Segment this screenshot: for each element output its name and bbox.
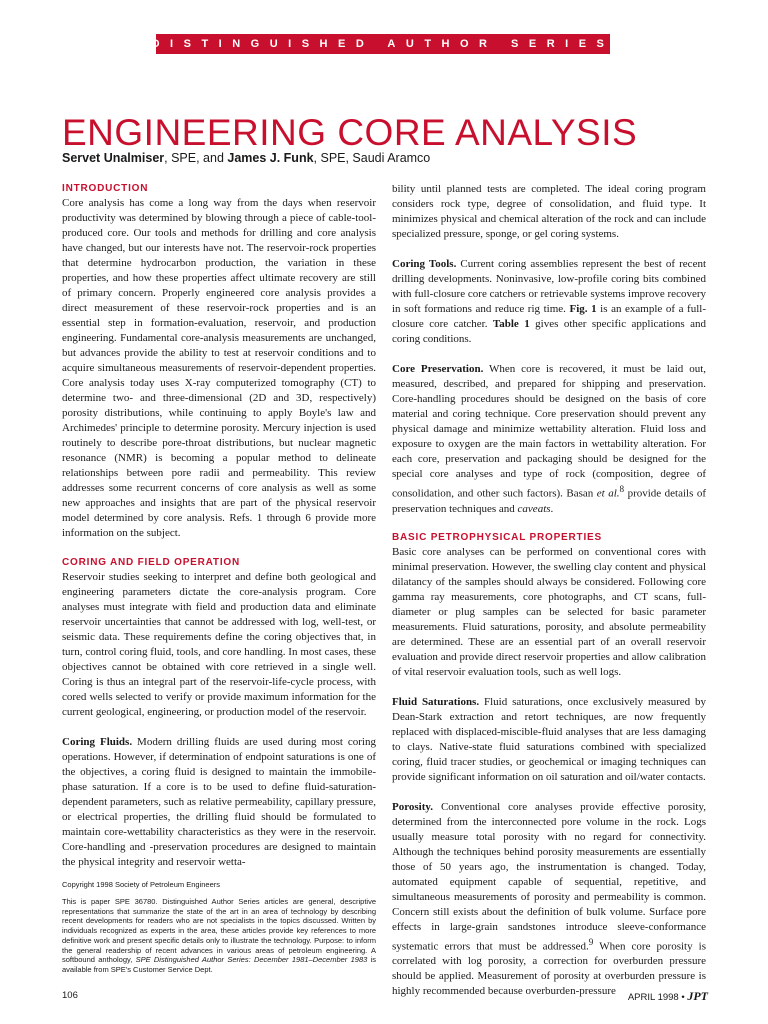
author-1-affiliation: , SPE, and — [164, 151, 228, 165]
introduction-heading: INTRODUCTION — [62, 183, 149, 194]
basic-properties-heading: BASIC PETROPHYSICAL PROPERTIES — [392, 531, 602, 543]
et-al: et al. — [596, 487, 620, 500]
fluid-saturations-text: Fluid saturations, once exclusively measured by Dean-Stark extraction and retort techniques, are now frequently replaced with displaced-miscible-fluid analyses that are less damaging to clays. Native-state fluid saturations combined with specialized coring, fluid tracer studies, or geochemical or imaging techniques can provide significant information on oil saturation and oil/water contacts. — [392, 695, 706, 783]
fluid-saturations-lead: Fluid Saturations. — [392, 695, 480, 708]
author-2-affiliation: , SPE, Saudi Aramco — [313, 151, 431, 165]
coring-tools-text: Current coring assemblies represent the best of recent drilling developments. Noninvasive, low-profile coring bits combined with full-closure core catchers or retrievable systems improve recovery in soft formations and reduce rig time. — [392, 258, 707, 315]
coring-tools-lead: Coring Tools. — [392, 258, 457, 270]
coring-fluids-lead: Coring Fluids. — [62, 736, 133, 748]
page-number: 106 — [62, 990, 78, 1001]
core-preservation-lead: Core Preservation. — [392, 363, 484, 375]
reference-8: 8 — [619, 484, 625, 494]
article-title: ENGINEERING CORE ANALYSIS — [62, 112, 638, 153]
caveats-term: caveats — [517, 502, 551, 515]
reference-9: 9 — [588, 936, 594, 947]
paper-footnote — [62, 897, 376, 975]
core-preservation-paragraph — [392, 362, 706, 517]
copyright-note: Copyright 1998 Society of Petroleum Engineers — [62, 880, 221, 889]
table-1-ref: Table 1 — [492, 318, 530, 330]
journal-name: JPT — [687, 989, 708, 1003]
core-preservation-text-2: provide details of preservation techniques and — [392, 487, 707, 515]
porosity-text-2: When core porosity is correlated with log porosity, a correction for overburden pressure should be applied. Measurement of porosity at overburden pressure is highly recommended because overburden-pressure — [392, 940, 706, 998]
continued-paragraph: bility until planned tests are completed. The ideal coring program considers rock type, degree of consolidation, and fluid type. It minimizes physical and chemical alteration of the rock and can include specialized pressure, sponge, or gel coring systems. — [392, 183, 706, 240]
author-line — [62, 151, 430, 165]
coring-tools-text-2: is an example of a full-closure core catcher. — [392, 303, 706, 330]
coring-field-paragraph: Reservoir studies seeking to interpret and define both geological and engineering parameters dictate the core-analysis program. Core analyses must integrate with field and production data and eliminate reservoir uncertainties that cannot be addressed with log, well-test, or seismic data. These requirements define the coring objectives that, in turn, control coring fluid, tools, and core handling. In most cases, these objectives cannot be obtained with core retrieved in a single well. Coring is thus an integral part of the reservoir-life-cycle process, with cored wells selected to verify or provide maximum information for the current geological, engineering, or production model of the reservoir. — [62, 571, 376, 718]
paper-footnote-text: This is paper SPE 36780. Distinguished Author Series articles are general, descriptive representations that summarize the state of the art in an area of technology by describing recent developments for readers who are not specialists in the topics discussed. Written by individuals recognized as experts in the area, these articles provide key references to more definitive work and present specific details only to illustrate the technology. Purpose: to inform the general readership of recent advances in various areas of petroleum engineering. A softbound anthology, — [62, 897, 376, 965]
series-banner: DISTINGUISHED AUTHOR SERIES — [156, 34, 610, 54]
figure-1-ref: Fig. 1 — [569, 303, 597, 315]
coring-tools-paragraph — [392, 257, 706, 347]
introduction-paragraph: Core analysis has come a long way from the days when reservoir productivity was determined by blowing through a piece of cable-tool-produced core. Our tools and methods for drilling and core analysis have changed, but our interests have not. The reservoir-rock properties that determine hydrocarbon production, the variation in these properties, and how these properties affect ultimate recovery are still of primary concern. Properly engineered core analysis provides a direct measurement of these reservoir-rock properties and is an essential step in formation-evaluation, reservoir, and production engineering. Fundamental core-analysis measurements are unchanged, but advances provide the ability to test at reservoir conditions and to acquire simultaneous measurements of reservoir-dependent properties. Core analysis today uses X-ray computerized tomography (CT) to determine two- and three-dimensional (2D and 3D, respectively) porosity distributions, while continuing to apply Boyle's law and Archimedes' principle to determine porosity. Mercury injection is used routinely to describe pore-throat distributions, but nuclear magnetic resonance (NMR) is becoming a popular method to delineate relationships between pore radii and permeability. This review addresses some recurrent concerns of core analysis as well as some new approaches and insights that are part of the physical reservoir model determined by core analysis. Refs. 1 through 6 provide more information on the subject. — [62, 197, 376, 539]
fluid-saturations-paragraph — [392, 695, 706, 785]
right-column — [392, 182, 706, 999]
coring-field-heading: CORING AND FIELD OPERATION — [62, 557, 241, 568]
author-2: James J. Funk — [227, 151, 314, 165]
porosity-text: Conventional core analyses provide effective porosity, determined from the interconnected pore volume in the rock. Logs usually measure total porosity with no regard for connectivity. Although the techniques behind porosity measurements are essentially those of 50 years ago, the instrumentation is changed. Today, automated equipment capable of sequential, repetitive, and simultaneous measurements of porosity and permeability is common. Concern still exists about the definition of bulk volume. Surface pore effects in large-grain sandstones introduce sleeve-conformance systematic errors that must be addressed. — [392, 800, 706, 953]
core-preservation-text-3: . — [550, 502, 554, 515]
porosity-paragraph — [392, 800, 706, 1000]
coring-fluids-text: Modern drilling fluids are used during most coring operations. However, if determination of endpoint saturations is one of the objectives, a coring fluid is designed to maintain the immobile-phase saturation. If a core is to be used to define fluid-saturation-dependent parameters, such as relative permeability, capillary pressure, or electrical properties, the drilling fluid should be formulated to maintain core-wettability characteristics as they were in the reservoir. Core-handling and -preservation procedures are designed to maintain the physical integrity and reservoir wetta- — [62, 736, 376, 868]
coring-fluids-paragraph — [62, 735, 376, 870]
journal-footer — [628, 989, 708, 1004]
coring-tools-text-3: gives other specific applications and coring conditions. — [392, 318, 706, 345]
porosity-lead: Porosity. — [392, 800, 434, 813]
paper-footnote-end: is available from SPE's Customer Service Dept. — [62, 955, 377, 974]
core-preservation-text: When core is recovered, it must be laid out, measured, described, and prepared for shipping and preservation. Core-handling procedures should be designed on the basis of core material and coring technique. Core preservation should prevent any physical damage and minimize wettability alteration. Fluid loss and exposure to oxygen are the main factors in wettability alteration. For each core, preservation and packaging should be designed for the special core analyses and type of rock (composition, degree of consolidation, and other such factors). Basan — [392, 363, 706, 500]
author-1: Servet Unalmiser — [62, 151, 165, 165]
issue-date: APRIL 1998 • — [627, 992, 688, 1003]
anthology-title: SPE Distinguished Author Series: December 1981–December 1983 — [135, 955, 368, 965]
basic-properties-paragraph: Basic core analyses can be performed on conventional cores with minimal preservation. However, the swelling clay content and physical dilatancy of the samples should always be considered. Following core gamma ray measurements, core photographs, and CT scans, full-diameter or plug samples can be selected for basic parameter measurements. Fluid saturations, porosity, and absolute permeability are determined. These are an essential part of an overall reservoir evaluation and provide direct reservoir properties and allow calibration of vital reservoir evaluation tools, such as well logs. — [392, 545, 706, 678]
left-column — [62, 182, 376, 870]
